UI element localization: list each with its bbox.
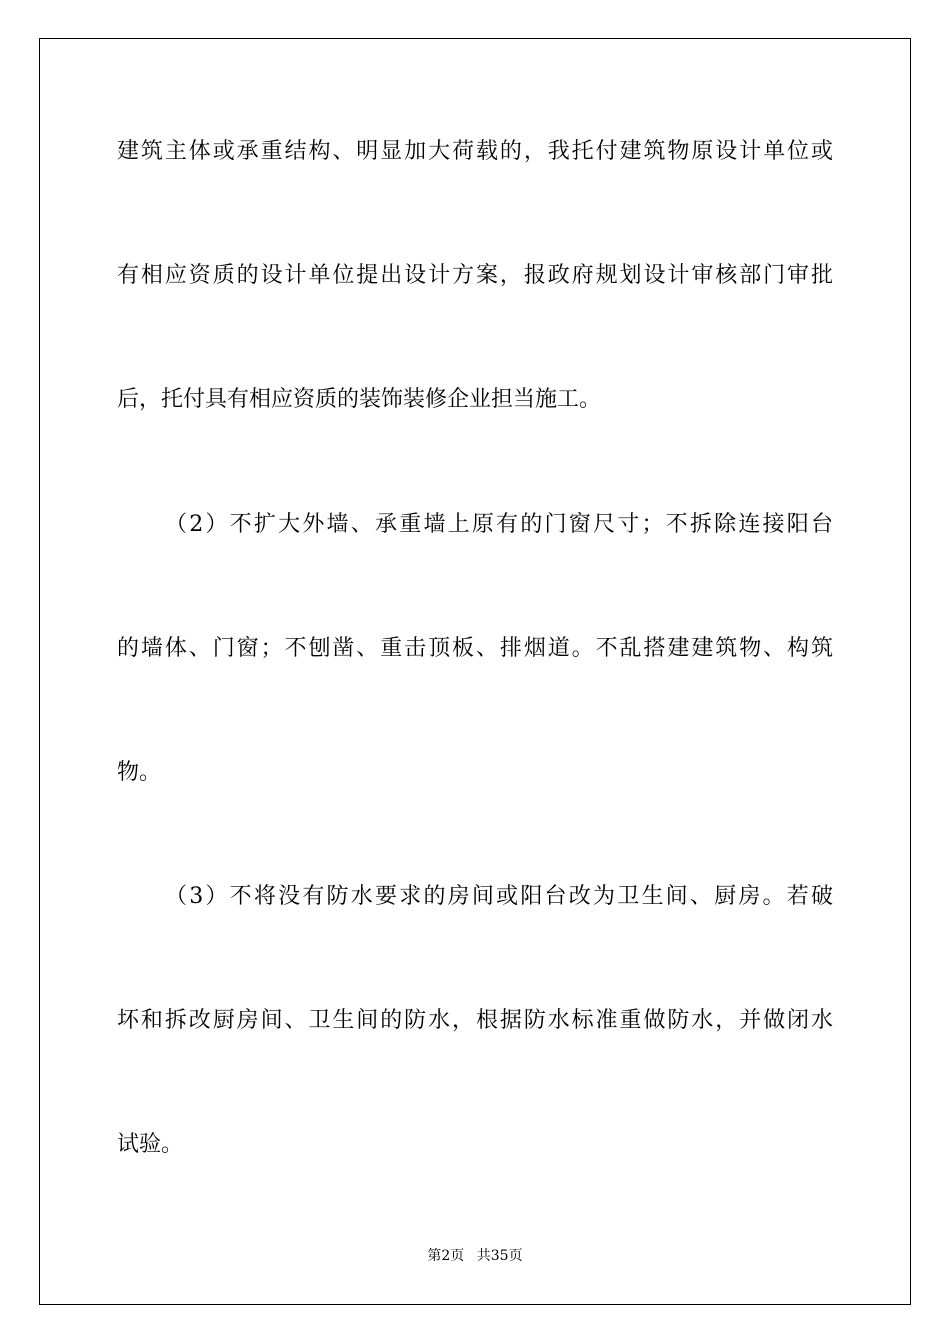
- paragraph-line: 后，托付具有相应资质的装饰装修企业担当施工。: [117, 387, 602, 412]
- paragraph-line: 坏和拆改厨房间、卫生间的防水，根据防水标准重做防水，并做闭水: [117, 1008, 833, 1033]
- paragraph-line: （2）不扩大外墙、承重墙上原有的门窗尺寸；不拆除连接阳台: [165, 512, 833, 537]
- page-footer: [0, 1247, 950, 1265]
- paragraph-line: 建筑主体或承重结构、明显加大荷载的，我托付建筑物原设计单位或: [117, 139, 833, 164]
- paragraph-line: 有相应资质的设计单位提出设计方案，报政府规划设计审核部门审批: [117, 263, 833, 288]
- paragraph-line: 试验。: [117, 1132, 184, 1157]
- paragraph-line: 物。: [117, 760, 162, 785]
- page-border: [39, 38, 911, 1305]
- page-number: 第2页: [427, 1248, 465, 1264]
- paragraph-line: 的墙体、门窗；不刨凿、重击顶板、排烟道。不乱搭建建筑物、构筑: [117, 636, 833, 661]
- page-total: 共35页: [476, 1248, 523, 1264]
- paragraph-line: （3）不将没有防水要求的房间或阳台改为卫生间、厨房。若破: [165, 884, 833, 909]
